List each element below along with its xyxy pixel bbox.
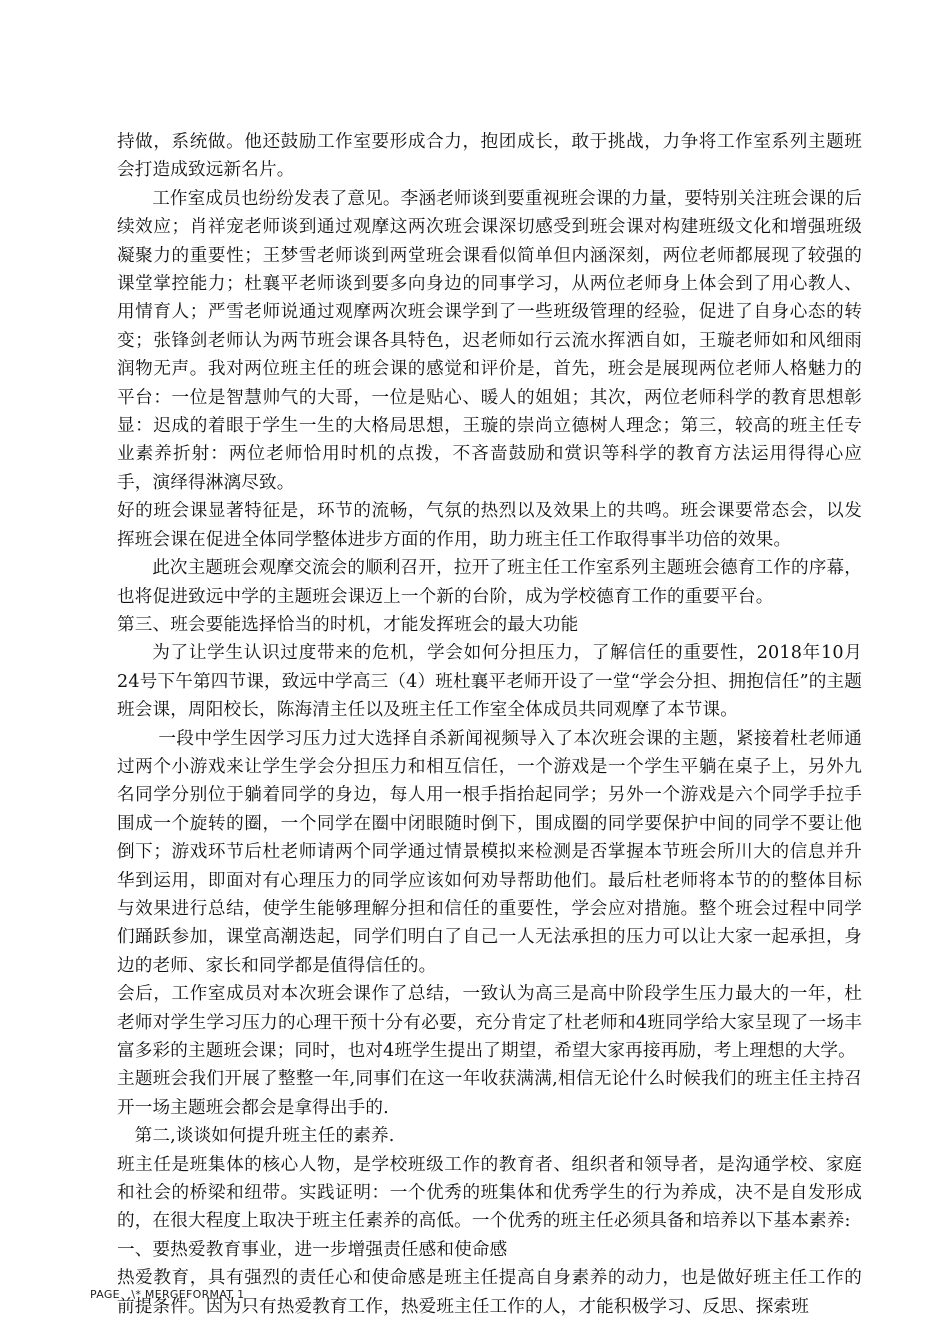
paragraph-9: 主题班会我们开展了整整一年,同事们在这一年收获满满,相信无论什么时候我们的班主任主持召开一场主题班会都会是拿得出手的. [117, 1069, 862, 1118]
document-body [117, 128, 862, 1321]
section-heading-third: 第三、班会要能选择恰当的时机，才能发挥班会的最大功能 [117, 614, 579, 635]
paragraph-7: 一段中学生因学习压力过大选择自杀新闻视频导入了本次班会课的主题，紧接着杜老师通过两个小游戏来让学生学会分担压力和相互信任，一个游戏是一个学生平躺在桌子上，另外九名同学分别位于躺着同学的身边，每人用一根手指抬起同学；另外一个游戏是六个同学手拉手围成一个旋转的圈，一个同学在圈中闭眼随时倒下，围成圈的同学要保护中间的同学不要让他倒下；游戏环节后杜老师请两个同学通过情景模拟来检测是否掌握本节班会所川大的信息并升华到运用，即面对有心理压力的同学应该如何劝导帮助他们。最后杜老师将本节的的整体目标与效果进行总结，使学生能够理解分担和信任的重要性，学会应对措施。整个班会过程中同学们踊跃参加，课堂高潮迭起，同学们明白了自己一人无法承担的压力可以让大家一起承担，身边的老师、家长和同学都是值得信任的。 [117, 728, 862, 976]
paragraph-1: 持做，系统做。他还鼓励工作室要形成合力，抱团成长，敢于挑战，力争将工作室系列主题班会打造成致远新名片。 [117, 132, 862, 181]
section-heading-second: 第二,谈谈如何提升班主任的素养. [134, 1126, 395, 1147]
paragraph-6: 为了让学生认识过度带来的危机，学会如何分担压力，了解信任的重要性，2018年10月24号下午第四节课，致远中学高三（4）班杜襄平老师开设了一堂“学会分担、拥抱信任”的主题班会课，周阳校长，陈海清主任以及班主任工作室全体成员共同观摩了本节课。 [117, 643, 862, 721]
page-footer-field: PAGE \* MERGEFORMAT 1 [90, 1288, 245, 1301]
paragraph-3: 好的班会课显著特征是，环节的流畅，气氛的热烈以及效果上的共鸣。班会课要常态会，以发挥班会课在促进全体同学整体进步方面的作用，助力班主任工作取得事半功倍的效果。 [117, 501, 862, 550]
paragraph-8: 会后，工作室成员对本次班会课作了总结，一致认为高三是高中阶段学生压力最大的一年，杜老师对学生学习压力的心理干预十分有必要，充分肯定了杜老师和4班同学给大家呈现了一场丰富多彩的主题班会课；同时，也对4班学生提出了期望，希望大家再接再励，考上理想的大学。 [117, 984, 862, 1061]
paragraph-11: 班主任是班集体的核心人物，是学校班级工作的教育者、组织者和领导者，是沟通学校、家庭和社会的桥梁和纽带。实践证明：一个优秀的班集体和优秀学生的行为养成，决不是自发形成的，在很大程度上取决于班主任素养的高低。一个优秀的班主任必须具备和培养以下基本素养: [117, 1154, 862, 1232]
paragraph-4: 此次主题班会观摩交流会的顺利召开，拉开了班主任工作室系列主题班会德育工作的序幕，也将促进致远中学的主题班会课迈上一个新的台阶，成为学校德育工作的重要平台。 [117, 558, 862, 607]
paragraph-2: 工作室成员也纷纷发表了意见。李涵老师谈到要重视班会课的力量，要特别关注班会课的后续效应；肖祥宠老师谈到通过观摩这两次班会课深切感受到班会课对构建班级文化和增强班级凝聚力的重要性；王梦雪老师谈到两堂班会课看似简单但内涵深刻，两位老师都展现了较强的课堂掌控能力；杜襄平老师谈到要多向身边的同事学习，从两位老师身上体会到了用心教人、用情育人；严雪老师说通过观摩两次班会课学到了一些班级管理的经验，促进了自身心态的转变；张锋剑老师认为两节班会课各具特色，迟老师如行云流水挥洒自如，王璇老师如和风细雨润物无声。我对两位班主任的班会课的感觉和评价是，首先，班会是展现两位老师人格魅力的平台：一位是智慧帅气的大哥，一位是贴心、暖人的姐姐；其次，两位老师科学的教育思想彰显：迟成的着眼于学生一生的大格局思想，王璇的崇尚立德树人理念；第三，较高的班主任专业素养折射：两位老师恰用时机的点拨，不吝啬鼓励和赏识等科学的教育方法运用得得心应手，演绎得淋漓尽致。 [117, 188, 862, 493]
section-heading-one: 一、要热爱教育事业，进一步增强责任感和使命感 [117, 1239, 508, 1260]
paragraph-13: 热爱教育，具有强烈的责任心和使命感是班主任提高自身素养的动力，也是做好班主任工作的前提条件。因为只有热爱教育工作，热爱班主任工作的人，才能积极学习、反思、探索班 [117, 1268, 862, 1317]
